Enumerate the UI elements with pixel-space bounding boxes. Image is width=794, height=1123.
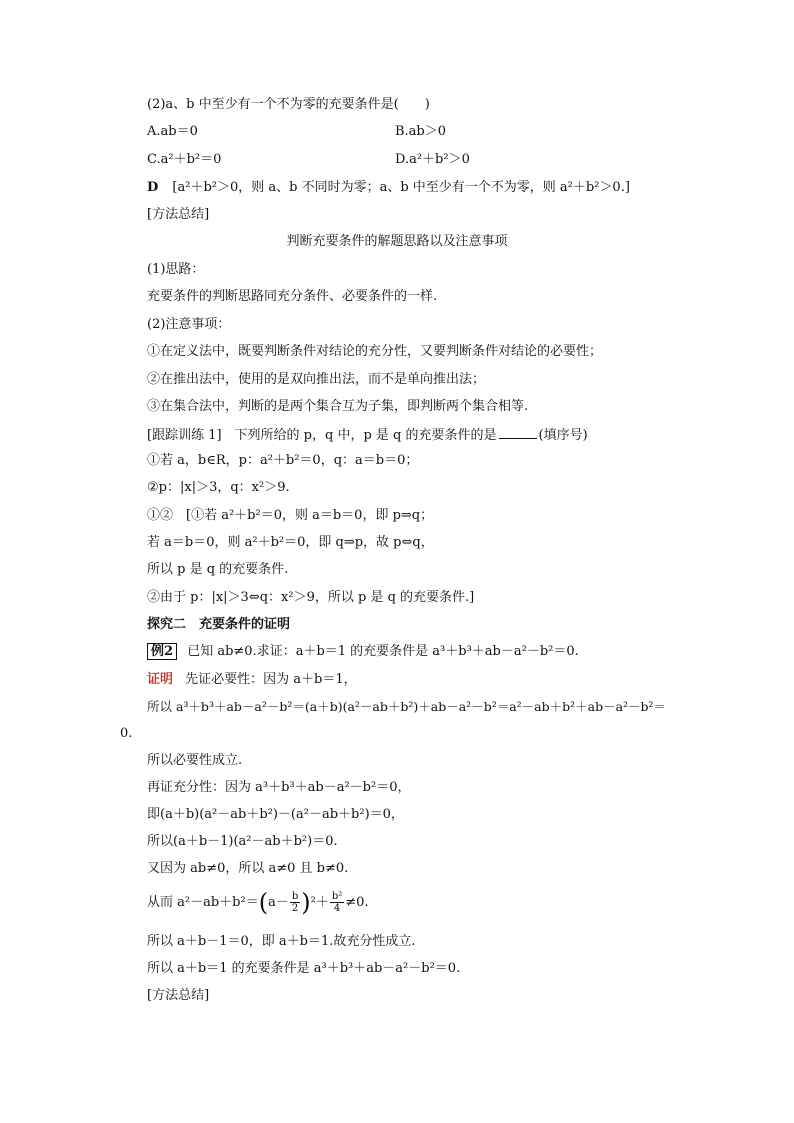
proof-line-8-end: ≠0. (345, 895, 369, 910)
proof-line-8-pre: 从而 a²－ab＋b²＝ (147, 895, 259, 910)
method-summary-label-2: [方法总结] (147, 988, 210, 1003)
training-solution-2: 若 a＝b＝0，则 a²＋b²＝0，即 q⇒p，故 p⇔q， (147, 535, 434, 550)
example-tag: 例2 (147, 643, 177, 660)
training-solution-3: 所以 p 是 q 的充要条件. (147, 562, 289, 577)
proof-line-10: 所以 a＋b＝1 的充要条件是 a³＋b³＋ab－a²－b²＝0. (147, 961, 461, 976)
proof-line-8 (147, 890, 369, 916)
training-solution-4: ②由于 p：|x|＞3⇔q：x²＞9，所以 p 是 q 的充要条件.] (147, 590, 475, 605)
note-2: ②在推出法中，使用的是双向推出法，而不是单向推出法； (147, 372, 486, 387)
example-text: 已知 ab≠0.求证：a＋b＝1 的充要条件是 a³＋b³＋ab－a²－b²＝0. (187, 644, 579, 659)
answer-line (147, 179, 630, 197)
training-stem-suffix: (填序号) (538, 428, 588, 443)
proof-line-8-mid: ²＋ (310, 895, 329, 910)
option-b: B.ab＞0 (395, 124, 447, 139)
proof-line-9: 所以 a＋b－1＝0，即 a＋b＝1.故充分性成立. (147, 934, 416, 949)
proof-line-5: 即(a＋b)(a²－ab＋b²)－(a²－ab＋b²)＝0， (147, 807, 404, 822)
proof-line-6: 所以(a＋b－1)(a²－ab＋b²)＝0. (147, 834, 338, 849)
option-d: D.a²＋b²＞0 (395, 152, 470, 167)
example-2 (147, 643, 579, 661)
question-2-stem: (2)a、b 中至少有一个不为零的充要条件是( ) (147, 97, 430, 112)
proof-line-3: 所以必要性成立. (147, 753, 243, 768)
notes-label: (2)注意事项： (147, 317, 231, 332)
option-c: C.a²＋b²＝0 (147, 152, 222, 167)
note-1: ①在定义法中，既要判断条件对结论的充分性，又要判断条件对结论的必要性； (147, 344, 603, 359)
training-item-2: ②p：|x|＞3，q：x²＞9. (147, 480, 290, 495)
note-3: ③在集合法中，判断的是两个集合互为子集，即判断两个集合相等. (147, 399, 529, 414)
answer-label: D (147, 180, 159, 195)
training-stem (147, 425, 588, 445)
fraction-b-over-2: $\frac{b}{2}$ (291, 891, 299, 914)
method-summary-label: [方法总结] (147, 207, 210, 222)
proof-text-1: 先证必要性：因为 a＋b＝1， (185, 672, 357, 687)
proof-tag: 证明 (147, 672, 174, 687)
training-stem-text: [跟踪训练 1] 下列所给的 p，q 中，p 是 q 的充要条件的是 (147, 428, 497, 443)
method-title: 判断充要条件的解题思路以及注意事项 (286, 234, 508, 249)
proof-line-2: 所以 a³＋b³＋ab－a²－b²＝(a＋b)(a²－ab＋b²)＋ab－a²－b²＝a²－ab＋b²＋ab－a²－b²＝ (147, 699, 667, 714)
idea-text: 充要条件的判断思路同充分条件、必要条件的一样. (147, 289, 438, 304)
answer-blank (499, 425, 537, 439)
proof-line-8-inner: a－ (268, 895, 289, 910)
fraction-b2-over-4: $\frac{\text{b²}}{4}$ (331, 891, 343, 914)
left-paren: ( (258, 888, 269, 917)
right-paren: ) (301, 888, 311, 917)
idea-label: (1)思路： (147, 262, 205, 277)
proof-line-2-cont: 0. (120, 726, 133, 741)
option-row-2 (147, 151, 221, 169)
training-solution-1: ①② [①若 a²＋b²＝0，则 a＝b＝0，即 p⇒q； (147, 508, 434, 523)
section-heading: 探究二 充要条件的证明 (147, 617, 291, 632)
proof-line-4: 再证充分性：因为 a³＋b³＋ab－a²－b²＝0， (147, 780, 411, 795)
training-item-1: ①若 a，b∈R，p：a²＋b²＝0，q：a＝b＝0； (147, 453, 419, 468)
proof-line-1 (147, 671, 357, 689)
answer-explanation: [a²＋b²＞0，则 a、b 不同时为零；a、b 中至少有一个不为零，则 a²＋b²＞0.] (172, 180, 630, 195)
option-row-1 (147, 123, 198, 141)
proof-line-7: 又因为 ab≠0，所以 a≠0 且 b≠0. (147, 861, 349, 876)
option-a: A.ab＝0 (147, 124, 198, 139)
